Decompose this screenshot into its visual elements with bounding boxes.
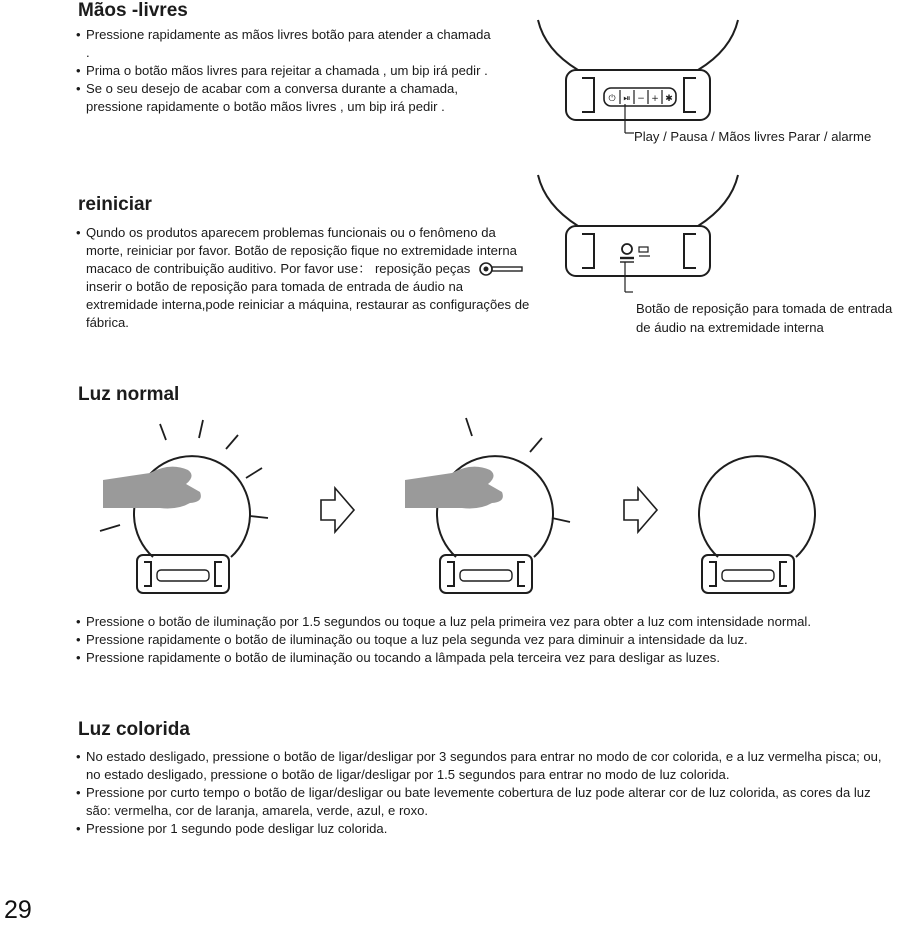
normal-light-list [76, 613, 906, 667]
arrow-right-icon [624, 488, 657, 532]
svg-text:+: + [651, 94, 659, 104]
list-item: • Pressione por curto tempo o botão de ligar/desligar ou bate levemente cobertura de luz pode alterar cor de luz colorida, as cores da luz são: vermelha, cor de laranja, amarela, verde, azul, e roxo. [76, 784, 888, 820]
list-item: • Prima o botão mãos livres para rejeitar a chamada , um bip irá pedir . [76, 62, 496, 80]
arrow-right-icon [321, 488, 354, 532]
heading-luz-colorida: Luz colorida [78, 719, 190, 740]
list-item: • Pressione rapidamente o botão de iluminação ou toque a luz pela segunda vez para diminuir a intensidade da luz. [76, 631, 906, 649]
buttons-callout: Play / Pausa / Mãos livres Parar / alarme [634, 129, 872, 144]
svg-text:✱: ✱ [665, 94, 673, 104]
list-item: • Pressione rapidamente o botão de iluminação ou tocando a lâmpada pela terceira vez para desligar as luzes. [76, 649, 906, 667]
list-item: • Pressione o botão de iluminação por 1.5 segundos ou toque a luz pela primeira vez para obter a luz com intensidade normal. [76, 613, 906, 631]
heading-reiniciar: reiniciar [78, 194, 152, 215]
lamp-off [699, 456, 815, 593]
reset-text-start: Qundo os produtos aparecem problemas funcionais ou o fenômeno da morte, reiniciar por favor. Botão de reposição fique no extremidade interna macaco de contribuição auditivo. [86, 225, 517, 276]
list-item: • Se o seu desejo de acabar com a conversa durante a chamada, pressione rapidamente o botão mãos livres , um bip irá pedir . [76, 80, 496, 116]
list-item: • Pressione rapidamente as mãos livres botão para atender a chamada . [76, 26, 496, 62]
svg-text:⏯: ⏯ [623, 94, 631, 104]
heading-luz-normal: Luz normal [78, 384, 180, 405]
reset-text-mid: Por favor use： reposição peças [280, 260, 471, 276]
reset-text-end: inserir o botão de reposição para tomada de entrada de áudio na extremidade interna,pode reiniciar a máquina, restaurar as configurações de fábrica. [86, 278, 530, 330]
list-item: • Pressione por 1 segundo pode desligar luz colorida. [76, 820, 888, 838]
list-item: • No estado desligado, pressione o botão de ligar/desligar por 3 segundos para entrar no modo de cor colorida, e a luz vermelha pisca; ou, no estado desligado, pressione o botão de ligar/desligar por 1.5 segundos para entrar no modo de luz colorida. [76, 748, 888, 784]
page-number: 29 [4, 896, 32, 924]
heading-maos-livres: Mãos -livres [78, 0, 188, 21]
hand-icon [405, 467, 503, 509]
hand-icon [103, 467, 201, 509]
reset-callout: Botão de reposição para tomada de entrada de áudio na extremidade interna [636, 301, 893, 335]
svg-text:⏻: ⏻ [608, 94, 616, 104]
svg-text:−: − [637, 94, 645, 104]
color-light-list [76, 748, 888, 838]
